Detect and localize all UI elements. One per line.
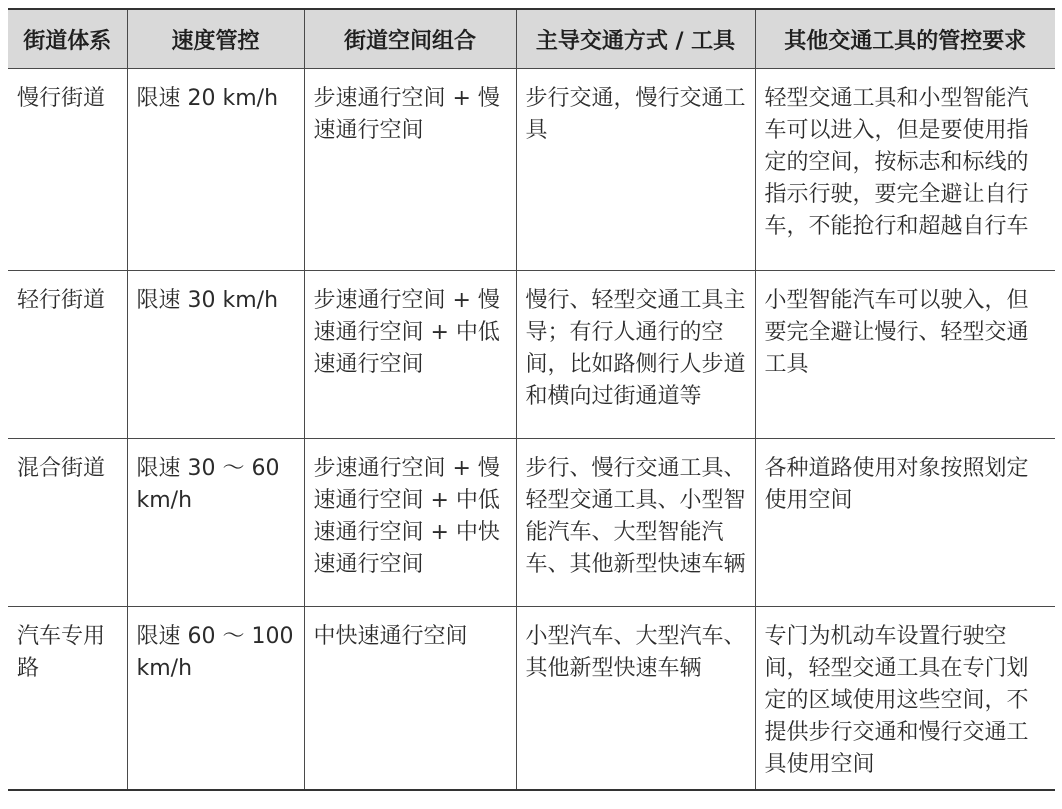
table-header xyxy=(8,9,1055,69)
cell-other-requirements: 各种道路使用对象按照划定使用空间 xyxy=(755,439,1055,607)
table-row xyxy=(8,439,1055,607)
cell-space-combination: 步速通行空间 + 慢速通行空间 xyxy=(304,69,516,271)
table-row xyxy=(8,271,1055,439)
table-row xyxy=(8,69,1055,271)
cell-other-requirements: 小型智能汽车可以驶入，但要完全避让慢行、轻型交通工具 xyxy=(755,271,1055,439)
cell-space-combination: 中快速通行空间 xyxy=(304,607,516,791)
header-space-combination: 街道空间组合 xyxy=(304,9,516,69)
cell-dominant-mode: 慢行、轻型交通工具主导；有行人通行的空间，比如路侧行人步道和横向过街通道等 xyxy=(516,271,755,439)
cell-space-combination: 步速通行空间 + 慢速通行空间 + 中低速通行空间 xyxy=(304,271,516,439)
header-street-system: 街道体系 xyxy=(8,9,127,69)
cell-street-system: 混合街道 xyxy=(8,439,127,607)
street-system-table-container xyxy=(8,8,1055,791)
cell-other-requirements: 专门为机动车设置行驶空间，轻型交通工具在专门划定的区域使用这些空间，不提供步行交通和慢行交通工具使用空间 xyxy=(755,607,1055,791)
cell-speed-control: 限速 60 ～ 100 km/h xyxy=(127,607,304,791)
cell-speed-control: 限速 30 km/h xyxy=(127,271,304,439)
cell-speed-control: 限速 20 km/h xyxy=(127,69,304,271)
table-row xyxy=(8,607,1055,791)
cell-speed-control: 限速 30 ～ 60 km/h xyxy=(127,439,304,607)
header-other-requirements: 其他交通工具的管控要求 xyxy=(755,9,1055,69)
header-dominant-mode: 主导交通方式 / 工具 xyxy=(516,9,755,69)
cell-street-system: 汽车专用路 xyxy=(8,607,127,791)
cell-dominant-mode: 步行、慢行交通工具、轻型交通工具、小型智能汽车、大型智能汽车、其他新型快速车辆 xyxy=(516,439,755,607)
cell-street-system: 轻行街道 xyxy=(8,271,127,439)
cell-other-requirements: 轻型交通工具和小型智能汽车可以进入，但是要使用指定的空间，按标志和标线的指示行驶，要完全避让自行车，不能抢行和超越自行车 xyxy=(755,69,1055,271)
header-speed-control: 速度管控 xyxy=(127,9,304,69)
cell-dominant-mode: 步行交通，慢行交通工具 xyxy=(516,69,755,271)
cell-space-combination: 步速通行空间 + 慢速通行空间 + 中低速通行空间 + 中快速通行空间 xyxy=(304,439,516,607)
cell-dominant-mode: 小型汽车、大型汽车、其他新型快速车辆 xyxy=(516,607,755,791)
street-system-table xyxy=(8,8,1055,791)
table-body xyxy=(8,69,1055,791)
header-row xyxy=(8,9,1055,69)
cell-street-system: 慢行街道 xyxy=(8,69,127,271)
